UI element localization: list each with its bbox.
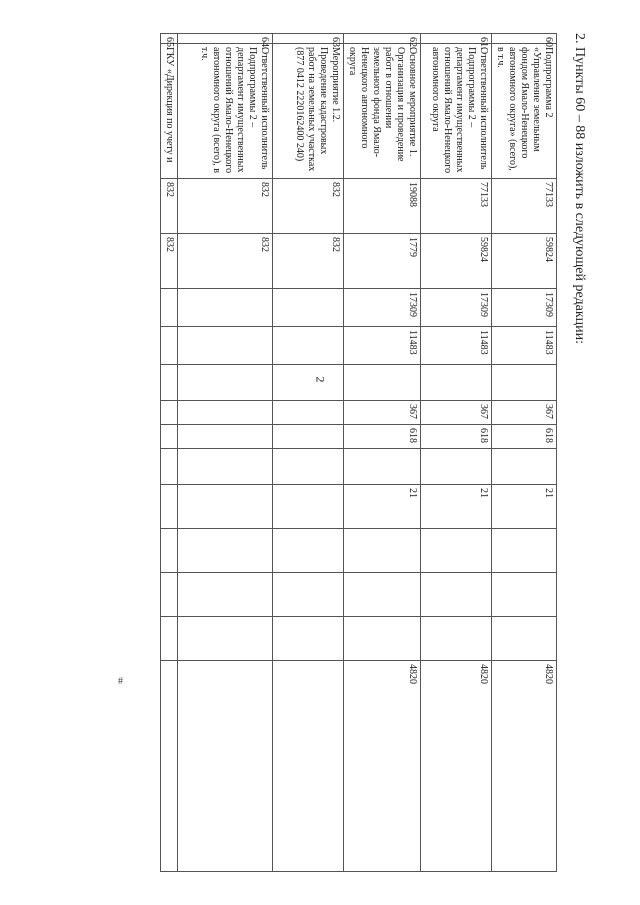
budget-table (160, 33, 557, 872)
cell-c7: 618 (344, 425, 421, 449)
cell-c11 (178, 573, 273, 617)
cell-c10 (492, 529, 557, 573)
cell-c7 (178, 425, 273, 449)
cell-c1: 832 (178, 179, 273, 234)
cell-c11 (492, 573, 557, 617)
cell-c6: 367 (421, 401, 492, 425)
cell-c8 (273, 449, 344, 485)
cell-c4: 11483 (421, 327, 492, 365)
cell-c7 (161, 425, 178, 449)
cell-c8 (421, 449, 492, 485)
cell-no: 61. (421, 34, 492, 44)
corner-marker: # (118, 676, 123, 687)
cell-c6: 367 (492, 401, 557, 425)
cell-no: 63. (273, 34, 344, 44)
cell-c7 (273, 425, 344, 449)
cell-c9: 21 (344, 485, 421, 529)
cell-c6: 367 (344, 401, 421, 425)
cell-c2: 832 (161, 234, 178, 289)
cell-c4 (273, 327, 344, 365)
cell-c12 (421, 617, 492, 661)
cell-c2: 1779 (344, 234, 421, 289)
table-row (492, 34, 557, 872)
cell-name: Основное мероприятие 1. Организация и проведение работ в отношении земельного фонда Ямало-Ненецкого автономного округа (344, 44, 421, 179)
cell-c12 (344, 617, 421, 661)
cell-c6 (161, 401, 178, 425)
cell-c13 (161, 661, 178, 872)
cell-c3: 17309 (492, 289, 557, 327)
cell-c3: 17309 (421, 289, 492, 327)
cell-no: 64. (178, 34, 273, 44)
cell-c5 (178, 365, 273, 401)
cell-c2: 59824 (492, 234, 557, 289)
cell-c1: 19088 (344, 179, 421, 234)
cell-c11 (344, 573, 421, 617)
cell-c9: 21 (492, 485, 557, 529)
rotated-table-block (125, 33, 587, 871)
cell-c4 (161, 327, 178, 365)
cell-c9: 21 (421, 485, 492, 529)
cell-c9 (161, 485, 178, 529)
cell-c5 (344, 365, 421, 401)
cell-c5 (273, 365, 344, 401)
cell-c4: 11483 (344, 327, 421, 365)
cell-c1: 77133 (421, 179, 492, 234)
cell-no: 62. (344, 34, 421, 44)
cell-c7: 618 (421, 425, 492, 449)
cell-c12 (492, 617, 557, 661)
cell-c11 (421, 573, 492, 617)
cell-c8 (344, 449, 421, 485)
cell-c8 (492, 449, 557, 485)
section-heading: 2. Пункты 60 – 88 изложить в следующей редакции: (572, 33, 587, 345)
cell-name: Ответственный исполнитель Подпрограммы 2 – департамент имущественных отношений Ямало-Ненецкого автономного округа (421, 44, 492, 179)
cell-c1: 77133 (492, 179, 557, 234)
cell-c6 (273, 401, 344, 425)
cell-c9 (273, 485, 344, 529)
table-row (178, 34, 273, 872)
table-row (344, 34, 421, 872)
cell-c3 (178, 289, 273, 327)
cell-c4: 11483 (492, 327, 557, 365)
table-row (161, 34, 178, 872)
cell-c5 (421, 365, 492, 401)
cell-c1: 832 (161, 179, 178, 234)
cell-c10 (421, 529, 492, 573)
cell-c2: 832 (178, 234, 273, 289)
cell-c13 (273, 661, 344, 872)
cell-name: ГКУ «Дирекция по учету и (161, 44, 178, 179)
cell-c10 (344, 529, 421, 573)
cell-c3 (273, 289, 344, 327)
table-row (273, 34, 344, 872)
cell-c5 (492, 365, 557, 401)
cell-c1: 832 (273, 179, 344, 234)
cell-c8 (161, 449, 178, 485)
cell-c13: 4820 (344, 661, 421, 872)
cell-c7: 618 (492, 425, 557, 449)
cell-name: Подпрограмма 2 «Управление земельным фондом Ямало-Ненецкого автономного округа» (всего), в т.ч. (492, 44, 557, 179)
page-number: 2 (313, 376, 328, 383)
cell-c11 (273, 573, 344, 617)
cell-c10 (273, 529, 344, 573)
table-row (421, 34, 492, 872)
cell-c13: 4820 (421, 661, 492, 872)
cell-c3: 17309 (344, 289, 421, 327)
cell-c12 (273, 617, 344, 661)
cell-c3 (161, 289, 178, 327)
cell-c9 (178, 485, 273, 529)
cell-c2: 832 (273, 234, 344, 289)
cell-name: Мероприятие 1.2. Проведение кадастровых работ на земельных участках (877 0412 2220162400 240) (273, 44, 344, 179)
cell-c10 (161, 529, 178, 573)
cell-c10 (178, 529, 273, 573)
cell-name: Ответственный исполнитель Подпрограммы 2 – департамент имущественных отношений Ямало-Ненецкого автономного округа (всего), в т.ч. (178, 44, 273, 179)
cell-c11 (161, 573, 178, 617)
cell-c2: 59824 (421, 234, 492, 289)
cell-c8 (178, 449, 273, 485)
cell-c12 (161, 617, 178, 661)
cell-c6 (178, 401, 273, 425)
cell-c12 (178, 617, 273, 661)
cell-c13 (178, 661, 273, 872)
cell-c5 (161, 365, 178, 401)
cell-no: 60 (492, 34, 557, 44)
cell-c4 (178, 327, 273, 365)
cell-c13: 4820 (492, 661, 557, 872)
cell-no: 65. (161, 34, 178, 44)
